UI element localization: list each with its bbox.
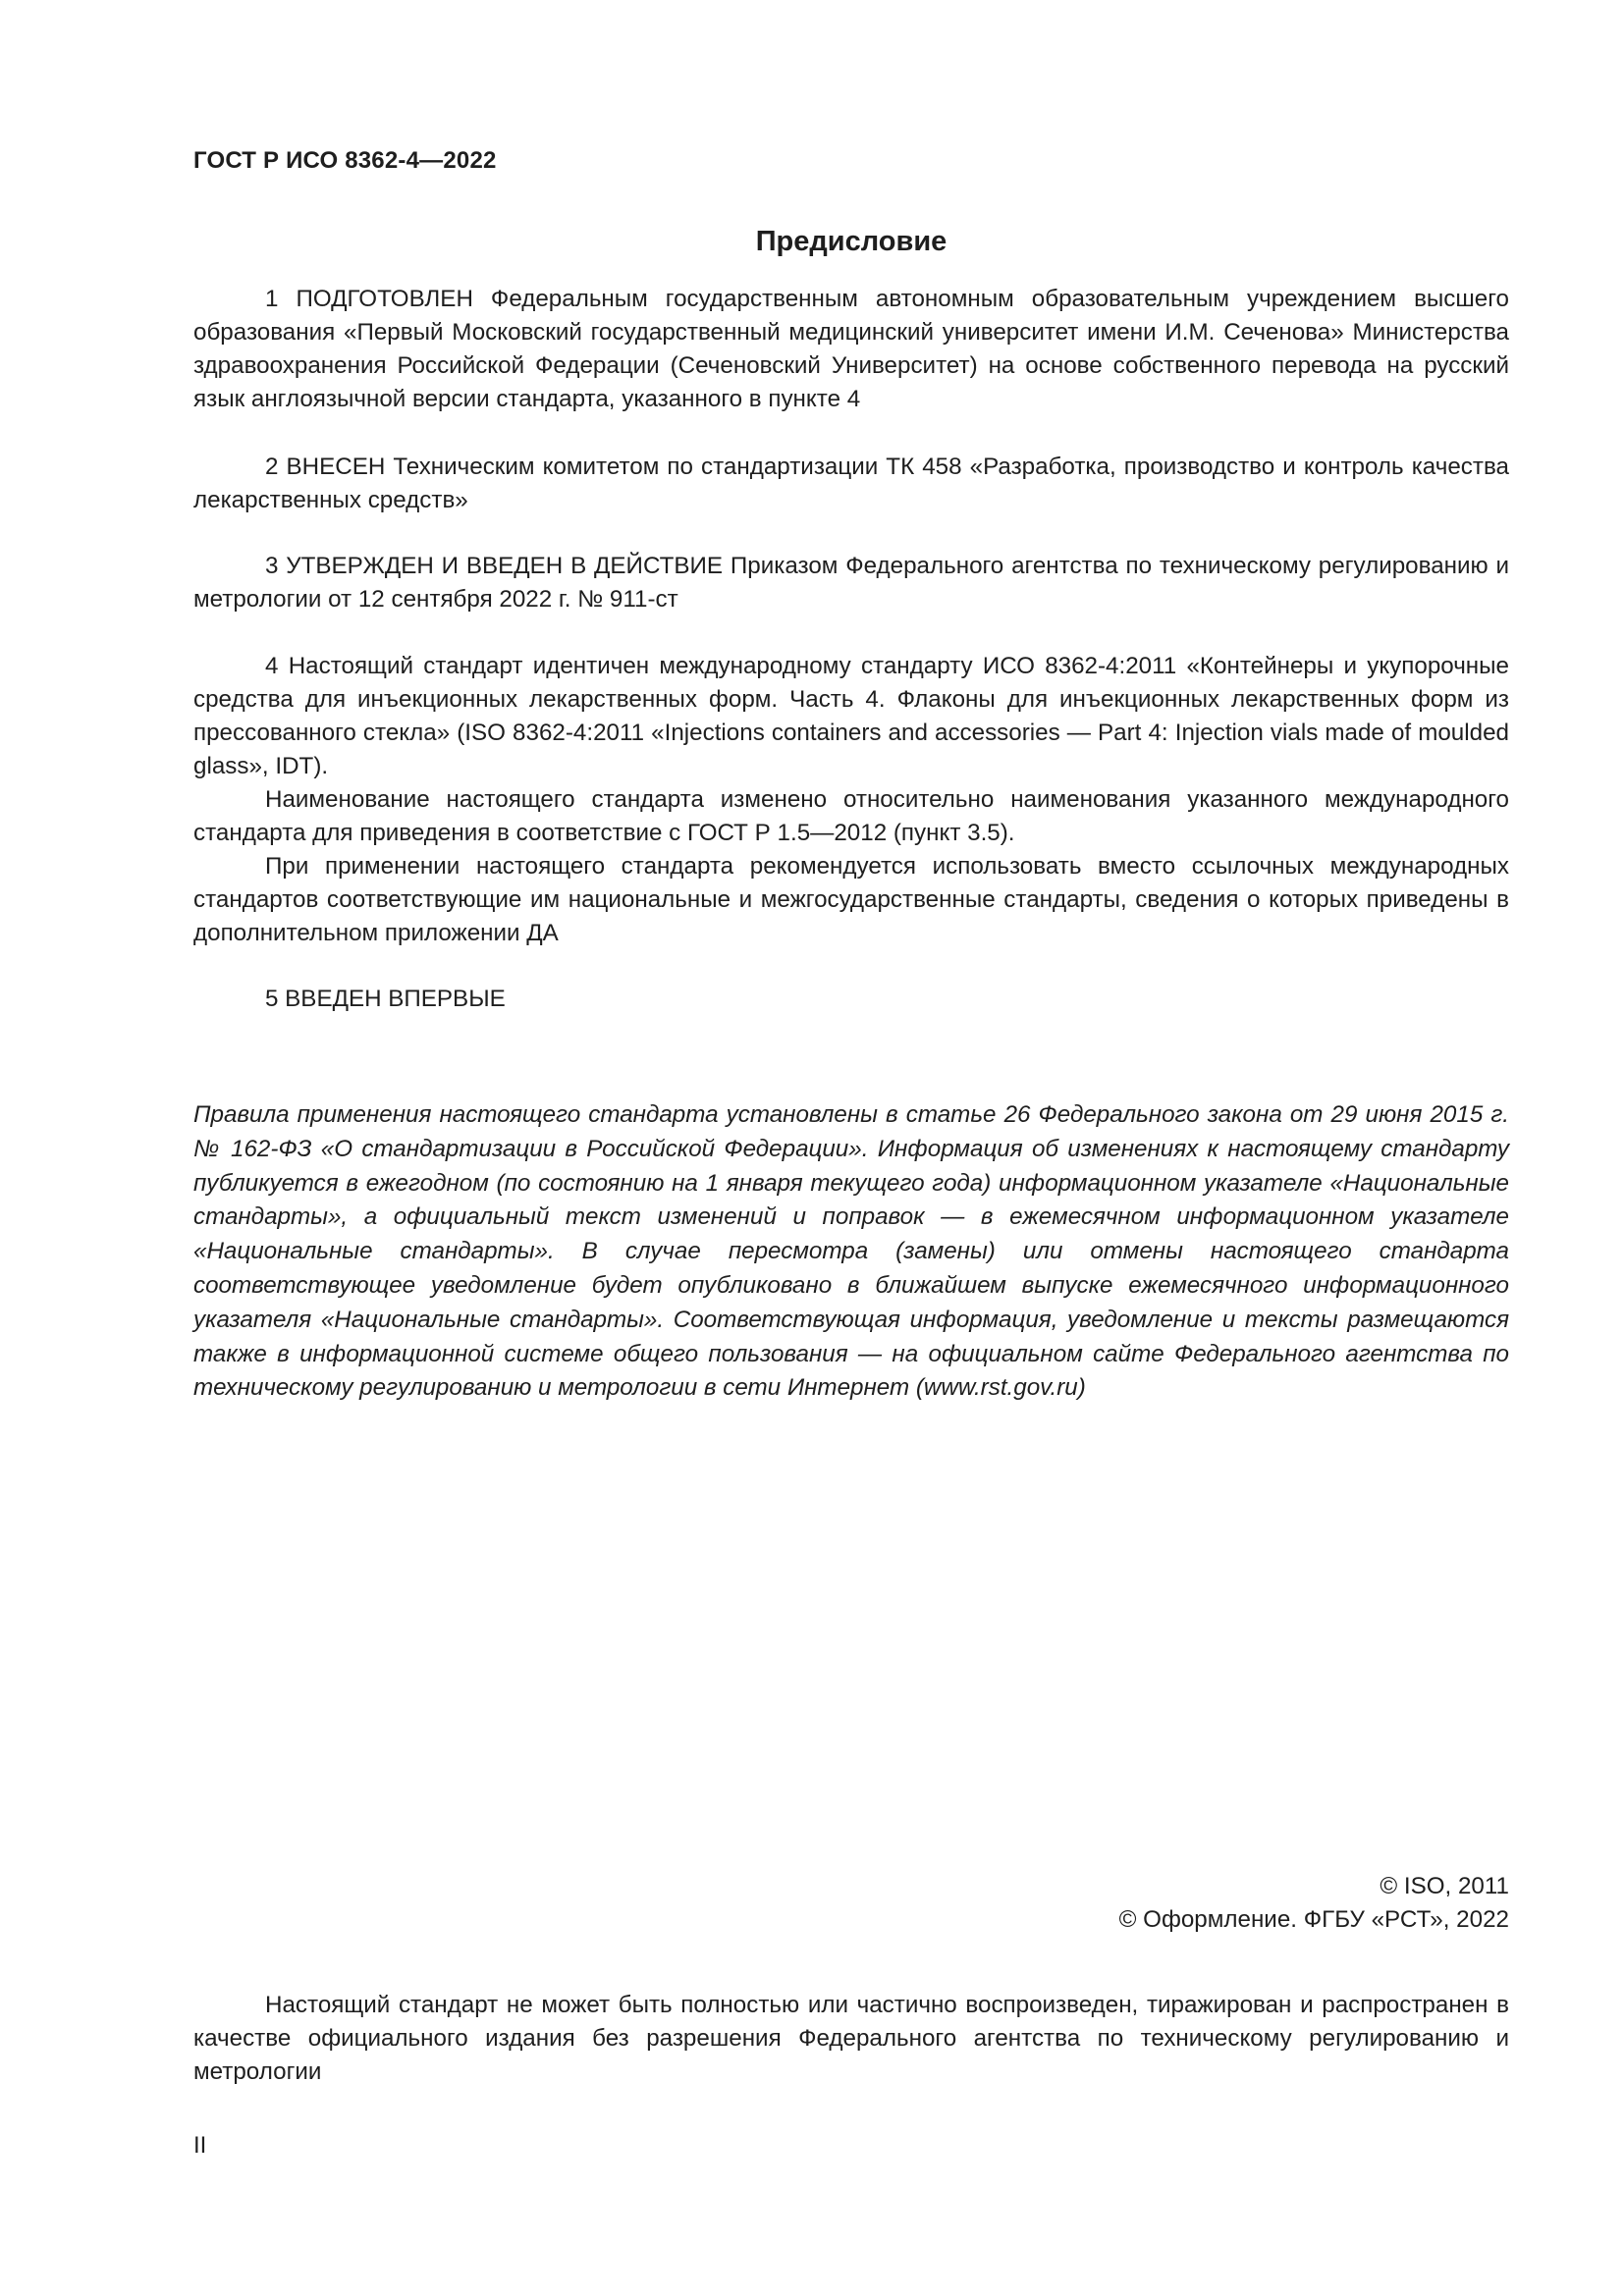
- preface-item-5-text: 5 ВВЕДЕН ВПЕРВЫЕ: [265, 986, 506, 1012]
- preface-item-1: [193, 283, 1509, 416]
- copyright-iso: © ISO, 2011: [1380, 1873, 1509, 1899]
- reproduction-notice-text: Настоящий стандарт не может быть полностью или частично воспроизведен, тиражирован и распространен в качестве официального издания без разрешения Федерального агентства по техническому регулированию и метрологии: [193, 1992, 1509, 2085]
- preface-item-4-refs-note: При применении настоящего стандарта рекомендуется использовать вместо ссылочных международных стандартов соответствующие им национальные и межгосударственные стандарты, сведения о которых приведены в дополнительном приложении ДА: [193, 853, 1509, 946]
- application-rules-text: Правила применения настоящего стандарта установлены в статье 26 Федерального закона от 29 июня 2015 г. № 162-ФЗ «О стандартизации в Российской Федерации». Информация об изменениях к настоящему стандарту публикуется в ежегодном (по состоянию на 1 января текущего года) информационном указателе «Национальные стандарты», а официальный текст изменений и поправок — в ежемесячном информационном указателе «Национальные стандарты». В случае пересмотра (замены) или отмены настоящего стандарта соответствующее уведомление будет опубликовано в ближайшем выпуске ежемесячного информационного указателя «Национальные стандарты». Соответствующая информация, уведомление и тексты размещаются также в информационной системе общего пользования — на официальном сайте Федерального агентства по техническому регулированию и метрологии в сети Интернет (www.rst.gov.ru): [193, 1101, 1509, 1402]
- reproduction-notice: [193, 1989, 1509, 2089]
- preface-title: Предисловие: [755, 226, 947, 257]
- preface-item-2-text: 2 ВНЕСЕН Техническим комитетом по стандартизации ТК 458 «Разработка, производство и контроль качества лекарственных средств»: [193, 454, 1509, 513]
- preface-item-4: [193, 650, 1509, 950]
- preface-item-3: [193, 550, 1509, 616]
- preface-item-2: [193, 451, 1509, 517]
- page-number: II: [193, 2132, 207, 2159]
- preface-item-5: [193, 983, 1509, 1016]
- preface-item-3-text: 3 УТВЕРЖДЕН И ВВЕДЕН В ДЕЙСТВИЕ Приказом Федерального агентства по техническому регулированию и метрологии от 12 сентября 2022 г. № 911-ст: [193, 553, 1509, 613]
- preface-item-4-text: 4 Настоящий стандарт идентичен международному стандарту ИСО 8362-4:2011 «Контейнеры и укупорочные средства для инъекционных лекарственных форм. Часть 4. Флаконы для инъекционных лекарственных форм из прессованного стекла» (ISO 8362-4:2011 «Injections containers and accessories — Part 4: Injection vials made of moulded glass», IDT).: [193, 653, 1509, 779]
- copyright-block: [1119, 1870, 1509, 1937]
- copyright-design: © Оформление. ФГБУ «РСТ», 2022: [1118, 1906, 1509, 1933]
- application-rules: [193, 1098, 1509, 1406]
- preface-item-4-name-note: Наименование настоящего стандарта изменено относительно наименования указанного международного стандарта для приведения в соответствие с ГОСТ Р 1.5—2012 (пункт 3.5).: [193, 786, 1509, 846]
- document-code: ГОСТ Р ИСО 8362-4—2022: [193, 147, 497, 174]
- preface-item-1-text: 1 ПОДГОТОВЛЕН Федеральным государственным автономным образовательным учреждением высшего образования «Первый Московский государственный медицинский университет имени И.М. Сеченова» Министерства здравоохранения Российской Федерации (Сеченовский Университет) на основе собственного перевода на русский язык англоязычной версии стандарта, указанного в пункте 4: [193, 286, 1509, 412]
